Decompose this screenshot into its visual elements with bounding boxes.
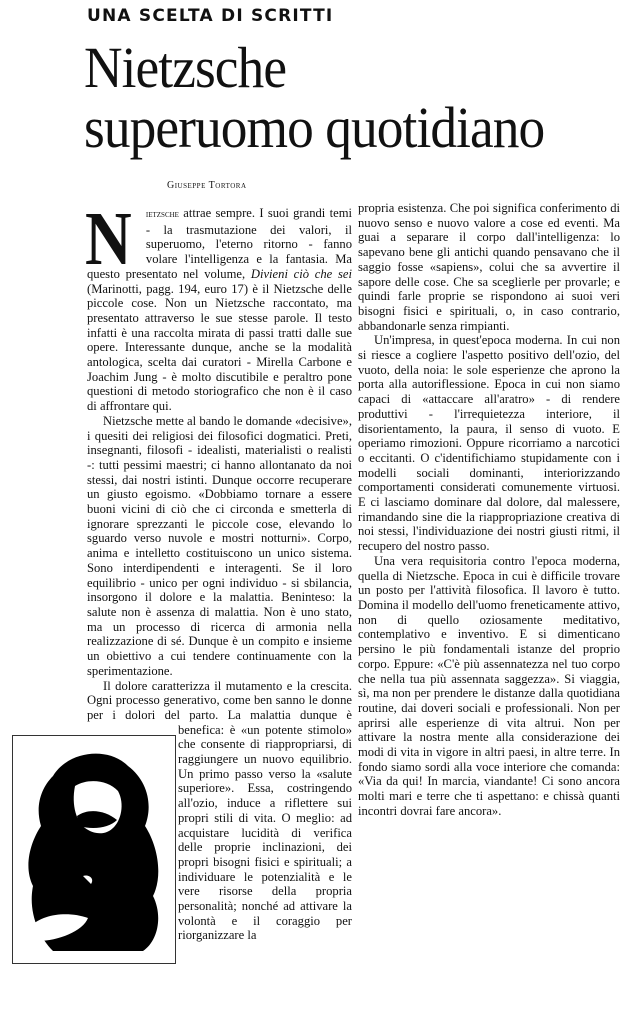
headline-line-2: superuomo quotidiano	[84, 95, 545, 160]
first-word-smallcaps: ietzsche	[145, 209, 179, 220]
right-column	[358, 201, 620, 819]
left-paragraph-1	[85, 197, 352, 414]
drop-cap: N	[85, 197, 132, 281]
left-p3-text: Il dolore caratterizza il mutamento e la crescita. Ogni processo generativo, come ben sanno le donne per i dolori del parto. La malattia dunque è benefica: è «un potente stimolo» che consente di riappropriarsi, di raggiungere un nuovo equilibrio. Un primo passo verso la «salute superiore». Essa, costringendo all'ozio, induce a riflettere sui propri stili di vita. O meglio: ad acquistare lucidità di verifica delle proprie inclinazioni, dei propri bisogni fisici e spirituali; a individuare le potenzialità e le vere risorse della propria personalità; nonché ad attivare la volontà e il coraggio per riorganizzare la	[87, 678, 352, 943]
right-paragraph-3: Una vera requisitoria contro l'epoca moderna, quella di Nietzsche. Epoca in cui è difficile trovare un posto per l'attività filosofica. Il lavoro è tutto. Domina il modello dell'uomo freneticamente attivo, non di quello oziosamente meditativo, contemplativo e inventivo. E si dimenticano persino le più fondamentali istanze del proprio corpo. Eppure: «C'è più assennatezza nel tuo corpo che nella tua più assennata saggezza». Si viaggia, sì, ma non per prendere le distanze dalla quotidiana routine, dai doveri sociali e professionali. Non per aprirsi alle esperienze di vita altrui. Non per attivare la nostra mente alla considerazione dei modi di vita in vigore in altri paesi, in altre terre. In fondo siamo sordi alla voce interiore che comanda: «Via da qui! In marcia, viandante! Ci sono ancora molti mari e terre che ti aspettano: e chissà quanti incontri dovrai fare ancora».	[358, 553, 620, 818]
headline-line-1: Nietzsche	[84, 35, 287, 100]
article-byline: Giuseppe Tortora	[167, 180, 247, 191]
right-paragraph-2: Un'impresa, in quest'epoca moderna. In cui non si riesce a cogliere l'aspetto positivo dell'ozio, del vuoto, della noia: le sole esperienze che aprono la porta alla autoriflessione. Epoca in cui non siamo capaci di «attaccare all'aratro» - di rendere produttivi - l'irrequietezza interiore, il disorientamento, la paura, il senso di vuoto. E operiamo rimozioni. Oppure ricorriamo a narcotici o eccitanti. O c'identifichiamo stupidamente con i modelli sociali dominanti, interiorizzando comportamenti considerati comunemente virtuosi. E ci lasciamo dominare dal dolore, dal malessere, rimandando sine die la riappropriazione creativa di noi stessi, l'individuazione dei nostri giusti ritmi, il recupero del nostro passo.	[358, 333, 620, 554]
book-title: Divieni ciò che sei	[250, 266, 352, 281]
article-kicker: UNA SCELTA DI SCRITTI	[87, 6, 334, 26]
nietzsche-portrait-photo	[12, 735, 176, 964]
right-paragraph-1: propria esistenza. Che poi significa conferimento di nuovo senso e nuovo valore a cose ed eventi. Ma guai a separare il corpo dall'intelligenza: lo sapevano bene gli antichi quando pensavano che il saggio fosse «sapiens», colui che sa avvertire il sapore delle cose. Che sa sceglierle per provarle; e quindi farle proprie se rispondono ai suoi veri bisogni fisici e spirituali, o, in caso contrario, abbandonarle senza rimpianti.	[358, 201, 620, 333]
left-p1-text-a: attrae sempre. I suoi grandi temi - la trasmutazione dei valori, il superuomo, l'eterno ritorno - fanno volare l'intelligenza e la fantasia. Ma questo presentato nel volume,	[87, 206, 352, 281]
left-paragraph-2: Nietzsche mette al bando le domande «decisive», i quesiti dei religiosi dei filosofici dogmatici. Preti, insegnanti, filosofi - idealisti, materialisti o realisti -: tutti pessimi maestri; ci hanno allontanato da noi stessi, dai nostri istinti. Dunque occorre recuperare un giusto egoismo. «Dobbiamo tornare a essere buoni vicini di ciò che ci circonda e smetterla di ignorare sprezzanti le piccole cose, elevando lo sguardo verso nuvole e mostri notturni». Corpo, anima e intelletto costituiscono un unico sistema. Sono interdipendenti e interagenti. Se il loro equilibrio - unico per ogni individuo - si sbilancia, insorgono il dolore e la malattia. Beninteso: la salute non è assenza di malattia. Non è uno stato, ma un processo di ricerca di armonia nella realizzazione di sé. Dunque è un compito e insieme un obiettivo a cui tendere continuamente con la sperimentazione.	[87, 413, 352, 678]
portrait-image	[13, 736, 175, 963]
article-headline	[84, 35, 545, 160]
left-p1-text-b: (Marinotti, pagg. 194, euro 17) è il Nietzsche delle piccole cose. Non un Nietzsche raccontato, ma presentato attraverso le sue stesse parole. Il testo infatti è una raccolta mirata di passi tratti dalle sue opere. Interessante dunque, anche se la modalità antologica, scelta dai curatori - Mirella Carbone e Joachim Jung - è molto discutibile e peraltro pone questioni di metodo storiografico che non è il caso di affrontare qui.	[87, 281, 352, 414]
